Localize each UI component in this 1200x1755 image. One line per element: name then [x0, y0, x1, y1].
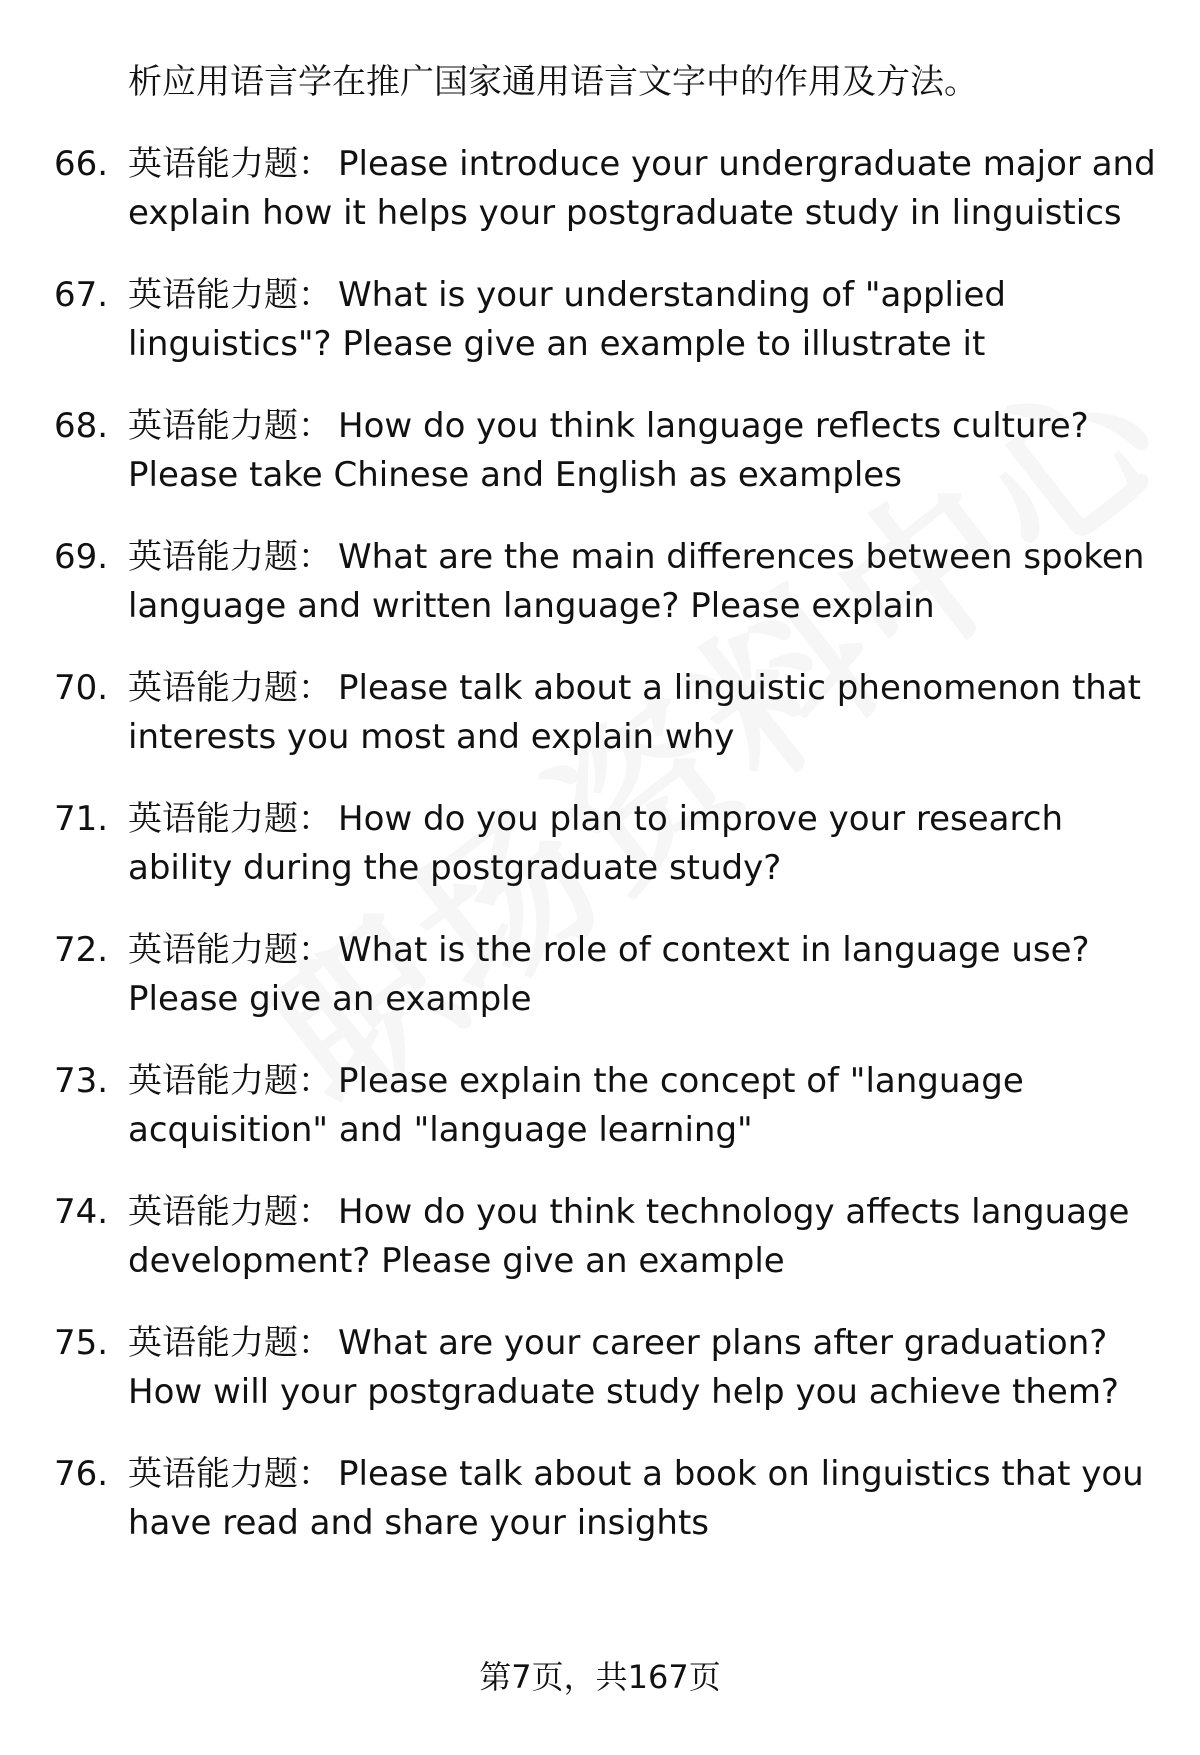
question-number: 75. [54, 1323, 109, 1363]
question-item [0, 402, 1200, 499]
question-text: Please explain the concept of "language acquisition" and "language learning" [128, 1061, 1024, 1150]
question-item [0, 1188, 1200, 1285]
question-number: 70. [54, 668, 109, 708]
question-text: Please talk about a linguistic phenomenon that interests you most and explain why [128, 668, 1142, 757]
question-number: 69. [54, 537, 109, 577]
question-text: What is your understanding of "applied linguistics"? Please give an example to illustrate it [128, 275, 1006, 364]
question-label: 英语能力题： [128, 537, 332, 577]
question-text: Please talk about a book on linguistics that you have read and share your insights [128, 1454, 1144, 1543]
question-item [0, 533, 1200, 630]
question-number: 76. [54, 1454, 109, 1494]
question-text: Please introduce your undergraduate major and explain how it helps your postgraduate study in linguistics [128, 144, 1156, 233]
question-item [0, 1450, 1200, 1547]
question-label: 英语能力题： [128, 144, 332, 184]
question-label: 英语能力题： [128, 1061, 332, 1101]
question-item [0, 271, 1200, 368]
question-text: How do you think language reflects culture? Please take Chinese and English as examples [128, 406, 1089, 495]
question-text: What are the main differences between spoken language and written language? Please explain [128, 537, 1145, 626]
question-item [0, 926, 1200, 1023]
question-text: What are your career plans after graduation? How will your postgraduate study help you achieve them? [128, 1323, 1119, 1412]
question-item [0, 140, 1200, 237]
previous-question-tail: 析应用语言学在推广国家通用语言文字中的作用及方法。 [128, 62, 978, 102]
question-label: 英语能力题： [128, 668, 332, 708]
question-text: What is the role of context in language use? Please give an example [128, 930, 1090, 1019]
question-text: How do you think technology affects language development? Please give an example [128, 1192, 1130, 1281]
question-label: 英语能力题： [128, 1192, 332, 1232]
question-item [0, 795, 1200, 892]
question-list [0, 140, 1200, 1547]
question-number: 66. [54, 144, 109, 184]
document-page [0, 58, 1200, 1581]
page-footer: 第7页，共167页 [479, 1658, 721, 1696]
question-number: 68. [54, 406, 109, 446]
question-label: 英语能力题： [128, 799, 332, 839]
question-item [0, 1057, 1200, 1154]
question-label: 英语能力题： [128, 930, 332, 970]
question-label: 英语能力题： [128, 1323, 332, 1363]
question-number: 74. [54, 1192, 109, 1232]
question-number: 72. [54, 930, 109, 970]
question-number: 73. [54, 1061, 109, 1101]
question-number: 71. [54, 799, 109, 839]
question-item [0, 664, 1200, 761]
question-label: 英语能力题： [128, 406, 332, 446]
question-number: 67. [54, 275, 109, 315]
question-label: 英语能力题： [128, 1454, 332, 1494]
question-item [0, 1319, 1200, 1416]
question-text: How do you plan to improve your research ability during the postgraduate study? [128, 799, 1063, 888]
question-label: 英语能力题： [128, 275, 332, 315]
